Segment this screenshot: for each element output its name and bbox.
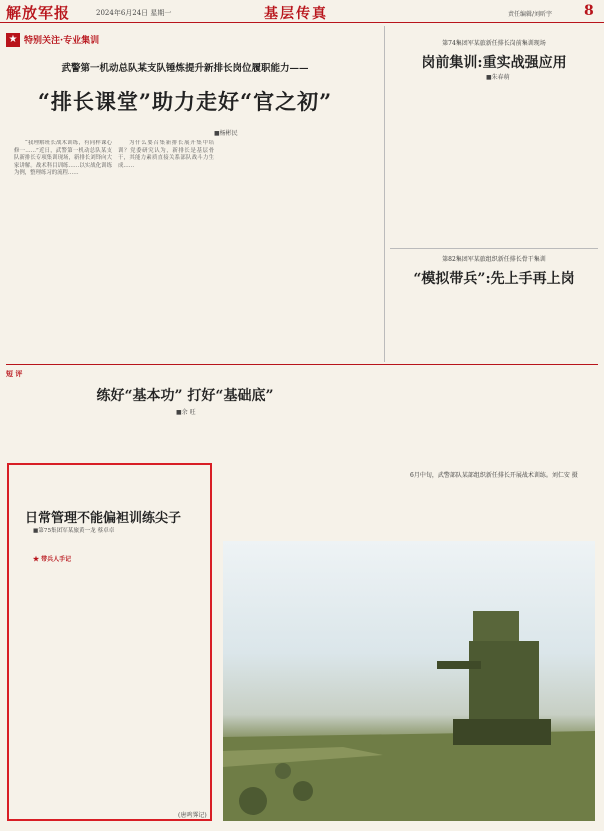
lead-column-4: [310, 140, 380, 360]
issue-date: 2024年6月24日 星期一: [96, 9, 172, 17]
right-top-column-2: [496, 84, 596, 240]
lead-headline: “排长课堂”助力走好“官之初”: [37, 89, 333, 114]
photo-caption: 6月中旬，武警部队某部组织新任排长开展战术训练。刘仁安 摄: [410, 472, 578, 479]
column-name: 带兵人手记: [41, 556, 72, 563]
editor-credit: 责任编辑/刘昕宇: [508, 11, 553, 18]
topic-label: 特别关注·专业集训: [24, 36, 100, 46]
column-divider: [384, 26, 385, 362]
news-photo: [223, 541, 595, 821]
section-rule: [6, 364, 598, 365]
boxed-column-1: [25, 570, 101, 814]
lead-column-3: [220, 140, 304, 360]
star-icon: ★: [6, 33, 20, 47]
section-title: 基层传真: [264, 6, 328, 22]
short-commentary-label: 短 评: [6, 369, 23, 378]
lead-column-1: [14, 140, 112, 360]
commentary-byline: ■余 旺: [176, 409, 196, 416]
right-mid-column-2: [496, 290, 596, 362]
boxed-article-author: ■第75集团军某旅黄一龙 蔡卓卓: [33, 528, 115, 534]
topic-tag: [6, 29, 166, 46]
right-mid-headline: “模拟带兵”:先上手再上岗: [413, 271, 575, 287]
boxed-article-headline: 日常管理不能偏袒训练尖子: [25, 511, 182, 526]
star-icon: ★: [33, 556, 40, 563]
right-top-subtitle: 第74集团军某旅新任排长岗前集训现场: [442, 40, 546, 47]
right-top-byline: ■朱春萌: [486, 74, 510, 81]
section-rule: [390, 248, 598, 249]
boxed-article-signature: (唐鸣霁记): [178, 812, 207, 819]
commentary-body: [14, 418, 594, 456]
masthead: [0, 0, 604, 23]
right-mid-column-1: [392, 290, 490, 362]
lead-paragraph: “我理解班长战术训练，有同样课心修一……”近日，武警第一机动总队某支队新排长专项集训现场，新排长刘铎向大家讲解。战术科目训练……以实战化训练为例，整理练习的流程……: [14, 140, 112, 177]
lead-subtitle: 武警第一机动总队某支队锤炼提升新排长岗位履职能力——: [61, 63, 309, 74]
right-top-headline: 岗前集训:重实战强应用: [421, 55, 567, 71]
right-lower-text: [224, 470, 396, 534]
right-mid-subtitle: 第82集团军某旅组织新任排长骨干集训: [442, 256, 546, 263]
newspaper-logo: 解放军报: [6, 4, 71, 22]
lead-byline: ■杨彬民: [214, 130, 238, 137]
commentary-headline: 练好“基本功” 打好“基础底”: [96, 388, 274, 404]
page-number: 8: [584, 3, 594, 19]
boxed-column-2: [108, 552, 204, 806]
photo-illustration: [223, 541, 595, 821]
right-top-column-1: [392, 84, 490, 240]
lead-paragraph: 为什么要召集新排长展开集中培训？党委研究认为，新排长是基层骨干，其能力素质直接关系部队战斗力生成……: [118, 140, 214, 169]
lead-column-2: [118, 140, 214, 360]
